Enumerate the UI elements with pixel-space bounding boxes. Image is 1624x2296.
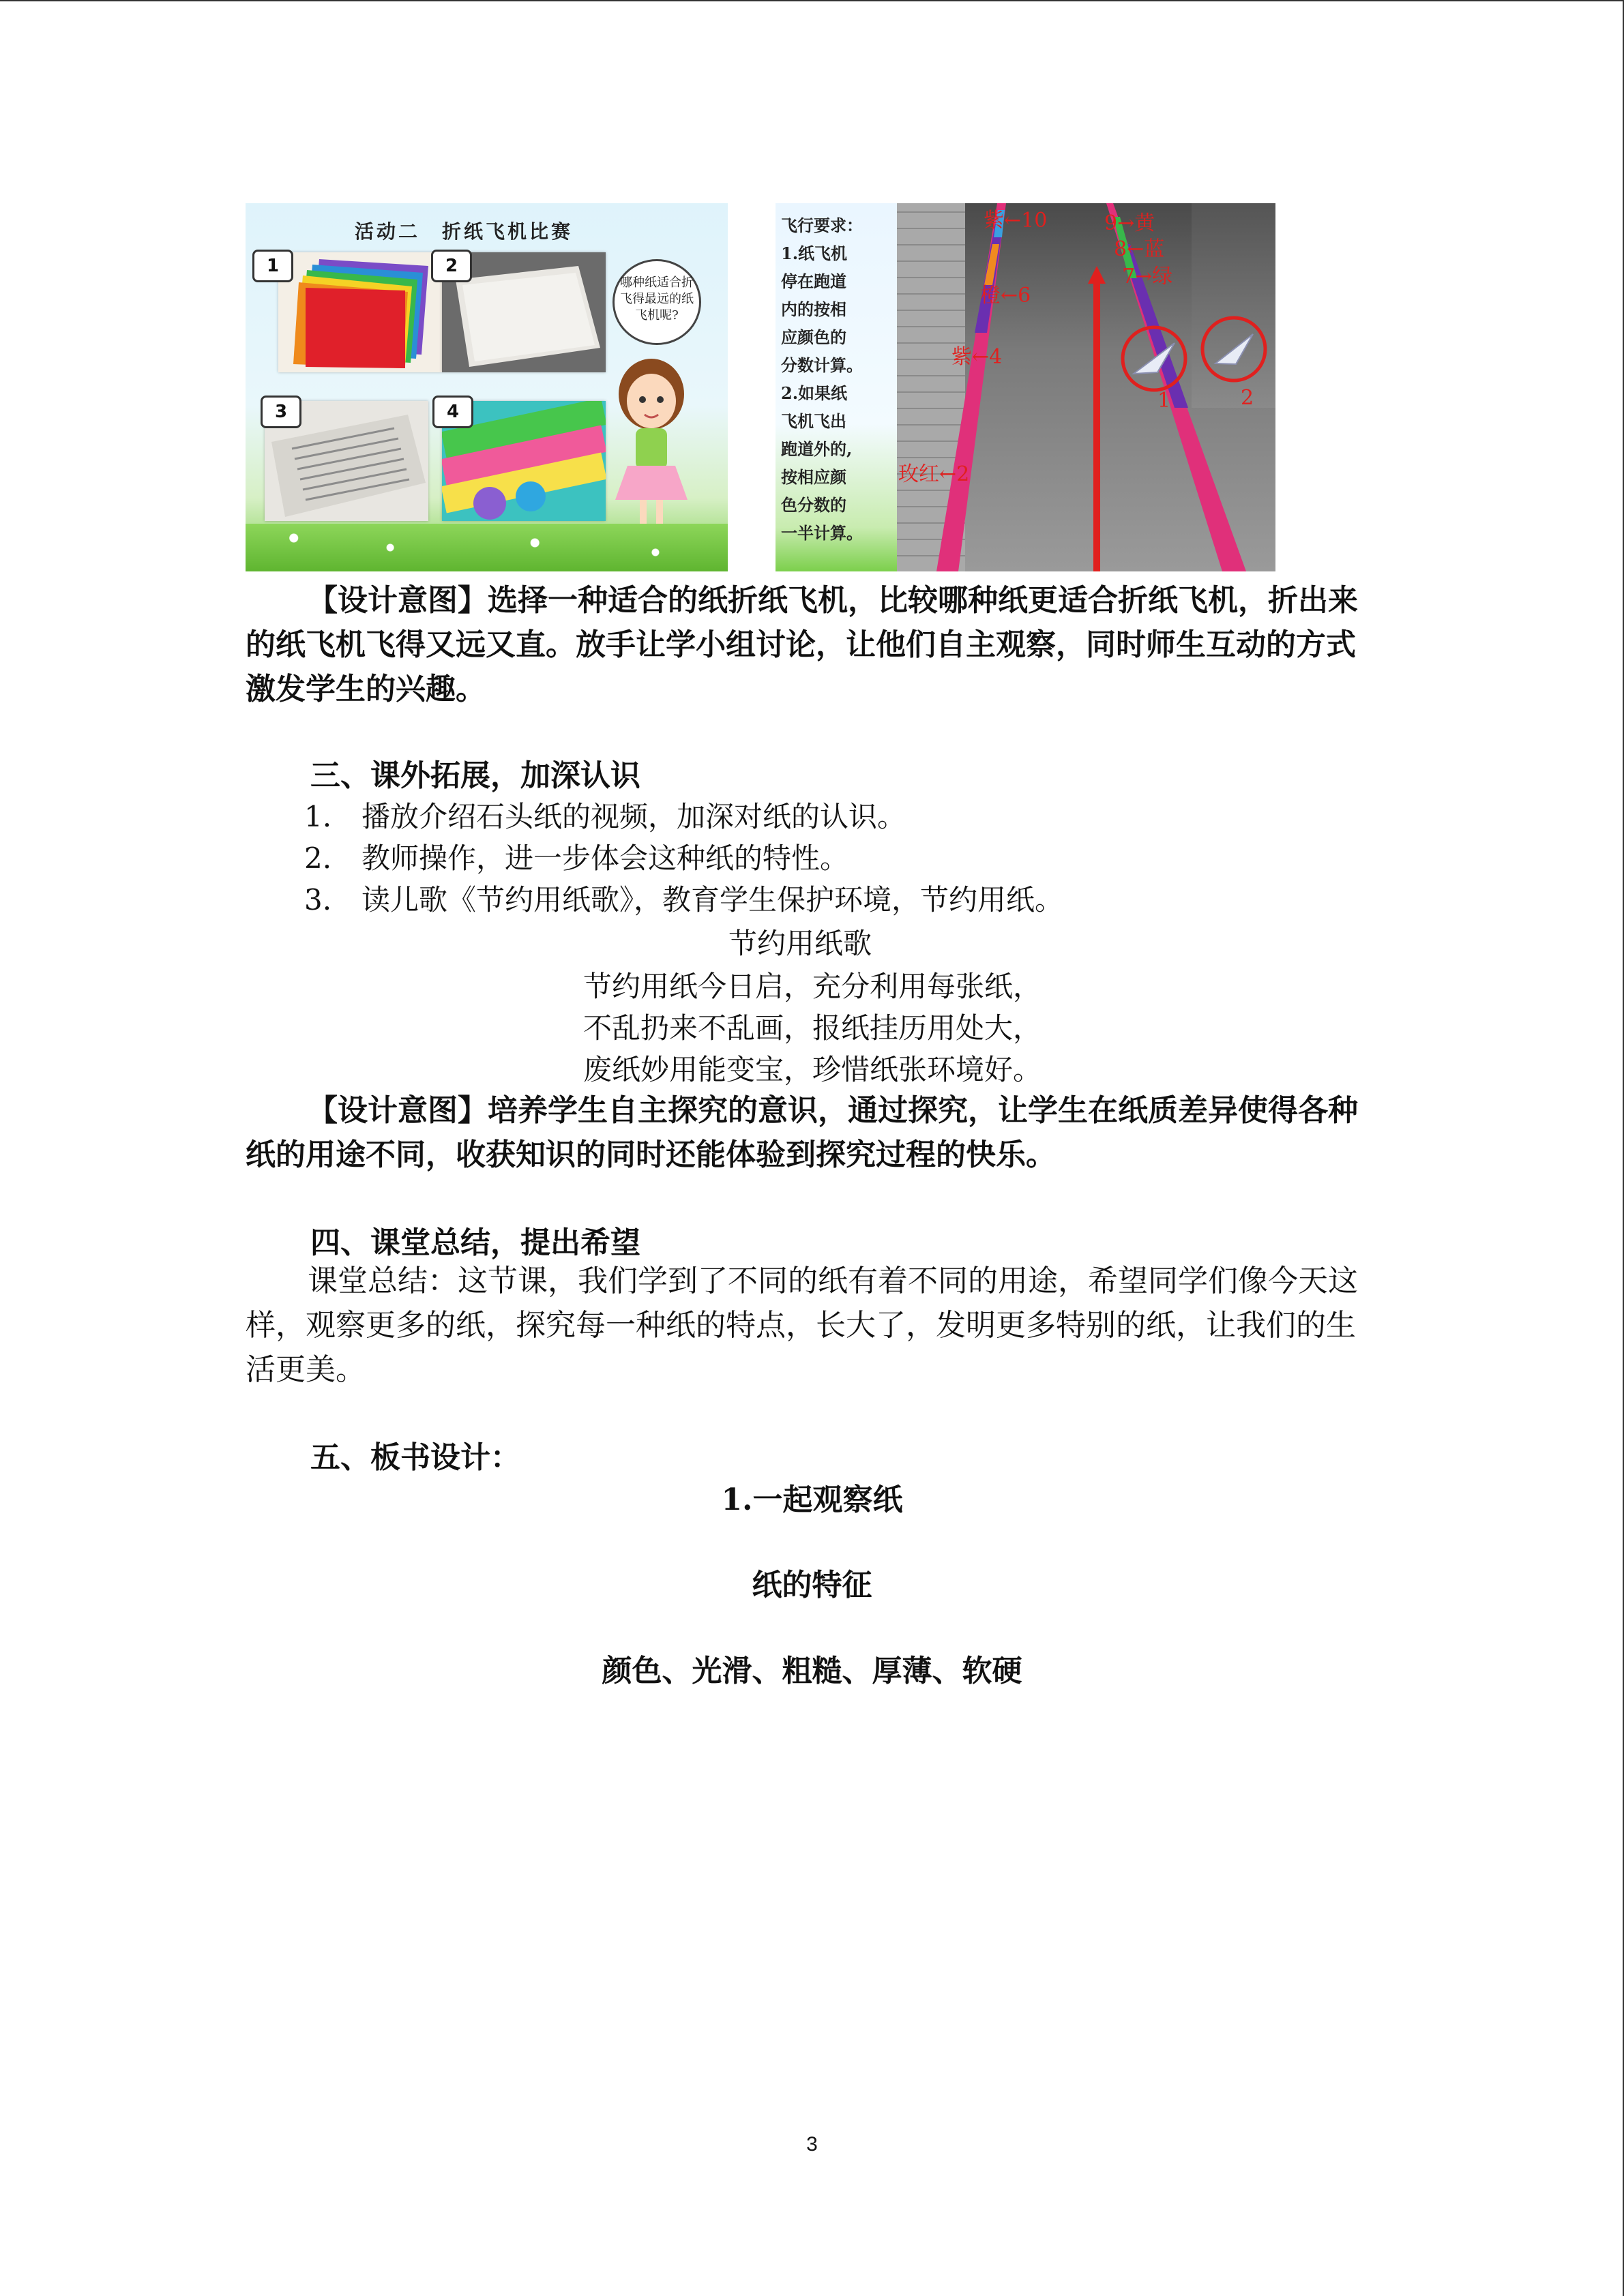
lane-label-purple-10: 紫←10 [984, 209, 1048, 233]
section-4-heading: 四、课堂总结，提出希望 [310, 1225, 640, 1260]
flight-requirements-panel [776, 203, 897, 571]
speech-bubble: 哪种纸适合折飞得最远的纸飞机呢? [612, 259, 701, 345]
poem-line: 不乱扔来不乱画，报纸挂历用处大， [583, 1011, 1042, 1045]
plane-mark-1: 1 [1157, 389, 1171, 413]
board-features: 颜色、光滑、粗糙、厚薄、软硬 [602, 1654, 1022, 1688]
paper-sample-colored [278, 252, 442, 372]
board-subtitle: 纸的特征 [752, 1568, 872, 1602]
number-badge-2: 2 [431, 250, 472, 282]
poem-line: 废纸妙用能变宝，珍惜纸张环境好。 [583, 1053, 1042, 1086]
poem-line: 节约用纸今日启，充分利用每张纸， [583, 970, 1042, 1003]
board-title: 1.一起观察纸 [721, 1482, 903, 1517]
lane-label-yellow-9: 9→黄 [1104, 211, 1155, 235]
poem-title: 节约用纸歌 [728, 927, 872, 960]
section-3-heading: 三、课外拓展，加深认识 [310, 758, 640, 793]
figure-runway [776, 203, 1275, 571]
list-item: 1. 播放介绍石头纸的视频，加深对纸的认识。 [304, 800, 906, 833]
plane-mark-2: 2 [1241, 386, 1254, 410]
lane-label-orange-6: 橙←6 [980, 284, 1031, 308]
number-badge-1: 1 [252, 250, 293, 282]
lane-label-green-7: 7→绿 [1122, 265, 1173, 288]
list-item: 2. 教师操作，进一步体会这种纸的特性。 [304, 841, 849, 875]
page-number: 3 [806, 2133, 818, 2156]
girl-illustration [600, 346, 703, 551]
figure-title: 活动二 折纸飞机比赛 [355, 220, 574, 243]
design-intent-2: 【设计意图】培养学生自主探究的意识，通过探究，让学生在纸质差异使得各种纸的用途不同，收获知识的同时还能体验到探究过程的快乐。 [246, 1093, 1358, 1172]
grass-decoration [246, 524, 728, 571]
lane-label-blue-8: 8←蓝 [1114, 237, 1165, 261]
figure-paper-plane-contest [246, 203, 728, 571]
lane-label-rose-2: 玫红←2 [898, 462, 970, 486]
number-badge-3: 3 [261, 396, 301, 428]
flight-requirements-text: 飞行要求： 1.纸飞机 停在跑道 内的按相 应颜色的 分数计算。 2.如果纸 飞机飞出 跑道外的, 按相应颜 色分数的 一半计算。 [781, 215, 863, 543]
design-intent-1: 【设计意图】选择一种适合的纸折纸飞机，比较哪种纸更适合折纸飞机，折出来的纸飞机飞得又远又直。放手让学小组讨论，让他们自主观察，同时师生互动的方式激发学生的兴趣。 [246, 583, 1358, 706]
section-5-heading: 五、板书设计： [310, 1440, 520, 1475]
list-item: 3. 读儿歌《节约用纸歌》，教育学生保护环境，节约用纸。 [304, 883, 1064, 916]
lane-label-purple-4: 紫←4 [951, 345, 1003, 369]
number-badge-4: 4 [432, 396, 473, 428]
section-4-summary: 课堂总结：这节课，我们学到了不同的纸有着不同的用途，希望同学们像今天这样，观察更多的纸，探究每一种纸的特点，长大了，发明更多特别的纸，让我们的生活更美。 [246, 1264, 1358, 1387]
